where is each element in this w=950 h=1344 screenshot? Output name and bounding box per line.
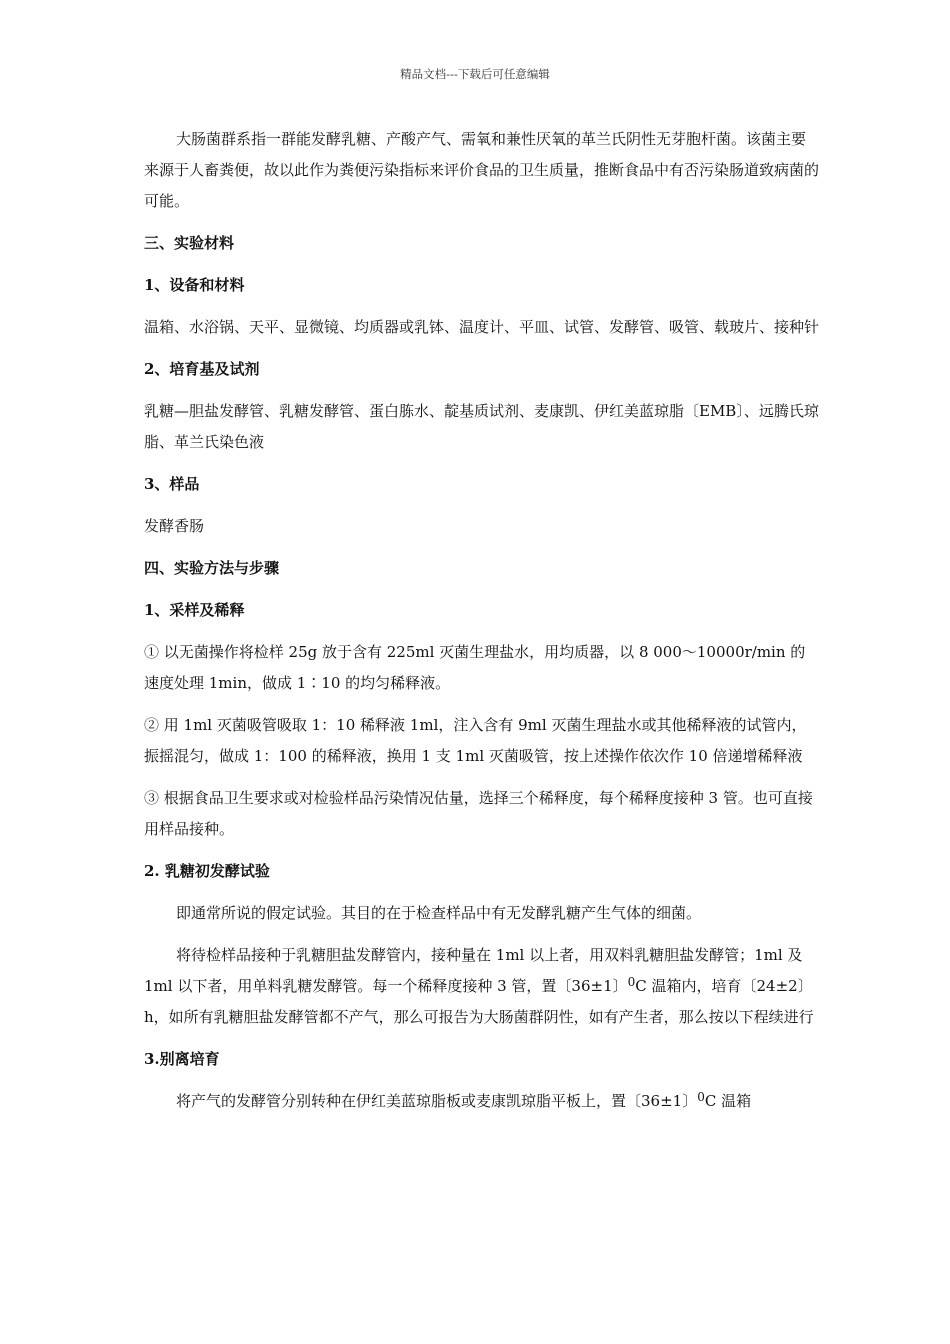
presumptive-test-paragraph: 即通常所说的假定试验。其目的在于检查样品中有无发酵乳糖产生气体的细菌。 [176, 904, 702, 922]
subsection-heading: 3、样品 [144, 475, 200, 493]
media-paragraph: 乳糖—胆盐发酵管、乳糖发酵管、蛋白胨水、靛基质试剂、麦康凯、伊红美蓝琼脂〔EMB〕、远腾氏琼脂、革兰氏染色液 [144, 402, 819, 451]
page-header: 精品文档---下载后可任意编辑 [400, 67, 550, 81]
subsection-heading: 1、采样及稀释 [144, 601, 245, 619]
degree-superscript: 0 [627, 975, 636, 989]
step-paragraph: ② 用 1ml 灭菌吸管吸取 1：10 稀释液 1ml，注入含有 9ml 灭菌生理盐水或其他稀释液的试管内，振摇混匀，做成 1：100 的稀释液，换用 1 支 1ml 灭菌吸管，按上述操作依次作 10 倍递增稀释液 [144, 716, 807, 765]
document-body [144, 124, 820, 1128]
degree-superscript: 0 [697, 1090, 705, 1104]
text-segment: C 温箱内，培育〔24±2〕h，如所有乳糖胆盐发酵管都不产气，那么可报告为大肠菌群阴性，如有产生者，那么按以下程续进行 [144, 977, 814, 1026]
section-heading: 三、实验材料 [144, 234, 235, 252]
section-heading: 四、实验方法与步骤 [144, 559, 280, 577]
equipment-paragraph: 温箱、水浴锅、天平、显微镜、均质器或乳钵、温度计、平皿、试管、发酵管、吸管、载玻片、接种针 [144, 318, 820, 336]
step-paragraph: ③ 根据食品卫生要求或对检验样品污染情况估量，选择三个稀释度，每个稀释度接种 3 管。也可直接用样品接种。 [144, 789, 813, 838]
isolation-paragraph [144, 1086, 820, 1117]
sample-paragraph: 发酵香肠 [144, 517, 205, 535]
subsection-heading: 1、设备和材料 [144, 276, 245, 294]
text-segment: 将产气的发酵管分别转种在伊红美蓝琼脂板或麦康凯琼脂平板上，置〔36±1〕 [176, 1092, 698, 1110]
subsection-heading: 2、培育基及试剂 [144, 360, 260, 378]
text-segment: 将待检样品接种于乳糖胆盐发酵管内，接种量在 1ml 以上者，用双料乳糖胆盐发酵管；1ml 及 1ml 以下者，用单料乳糖发酵管。每一个稀释度接种 3 管，置〔36±1〕 [144, 946, 803, 995]
text-segment: C 温箱 [704, 1092, 752, 1110]
step-paragraph: ① 以无菌操作将检样 25g 放于含有 225ml 灭菌生理盐水，用均质器，以 8 000～10000r/min 的速度处理 1min，做成 1∶10 的均匀稀释液。 [144, 643, 806, 692]
intro-paragraph: 大肠菌群系指一群能发酵乳糖、产酸产气、需氧和兼性厌氧的革兰氏阴性无芽胞杆菌。该菌主要来源于人畜粪便，故以此作为粪便污染指标来评价食品的卫生质量，推断食品中有否污染肠道致病菌的可能。 [144, 130, 820, 210]
subsection-heading: 3.别离培育 [144, 1050, 220, 1068]
subsection-heading: 2. 乳糖初发酵试验 [144, 862, 270, 880]
inoculation-paragraph [144, 940, 820, 1033]
